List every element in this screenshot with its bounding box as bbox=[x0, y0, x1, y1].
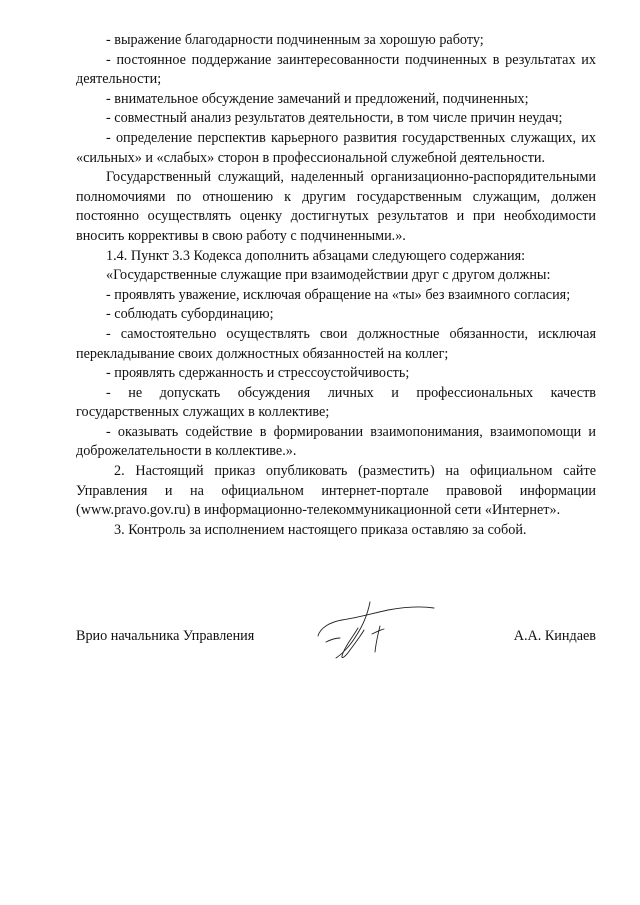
signatory-name: А.А. Киндаев bbox=[513, 628, 596, 644]
paragraph-interaction-intro: «Государственные служащие при взаимодействии друг с другом должны: bbox=[106, 267, 551, 284]
paragraph-career-prospects: - определение перспектив карьерного развития государственных служащих, их «сильных» и «слабых» сторон в профессиональной служебной деятельности. bbox=[76, 129, 596, 166]
paragraph-discussion: - внимательное обсуждение замечаний и предложений, подчиненных; bbox=[106, 90, 529, 107]
paragraph-analysis: - совместный анализ результатов деятельности, в том числе причин неудач; bbox=[106, 110, 563, 127]
paragraph-own-duties: - самостоятельно осуществлять свои должностные обязанности, исключая перекладывание своих должностных обязанностей на коллег; bbox=[76, 325, 596, 362]
paragraph-no-gossip: - не допускать обсуждения личных и профессиональных качеств государственных служащих в коллективе; bbox=[76, 384, 596, 421]
handwritten-signature bbox=[312, 598, 442, 664]
paragraph-clause-1-4: 1.4. Пункт 3.3 Кодекса дополнить абзацами следующего содержания: bbox=[106, 247, 526, 264]
signatory-position: Врио начальника Управления bbox=[76, 628, 255, 644]
paragraph-gratitude: - выражение благодарности подчиненным за хорошую работу; bbox=[106, 32, 484, 48]
paragraph-respect: - проявлять уважение, исключая обращение на «ты» без взаимного согласия; bbox=[106, 286, 571, 303]
paragraph-manager-assessment: Государственный служащий, наделенный организационно-распорядительными полномочиями по отношению к другим государственным служащим, должен постоянно осуществлять оценку достигнутых результатов и при необходимости вносить коррективы в свою работу с подчиненными.». bbox=[76, 169, 596, 244]
paragraph-subordination: - соблюдать субординацию; bbox=[106, 306, 274, 323]
paragraph-control: 3. Контроль за исполнением настоящего приказа оставляю за собой. bbox=[114, 521, 527, 538]
paragraph-interest: - постоянное поддержание заинтересованности подчиненных в результатах их деятельности; bbox=[76, 51, 596, 88]
paragraph-publication: 2. Настоящий приказ опубликовать (разместить) на официальном сайте Управления и на официальном интернет-портале правовой информации (www.pravo.gov.ru) в информационно-телекоммуникационной сети «Интернет». bbox=[76, 463, 596, 519]
paragraph-restraint: - проявлять сдержанность и стрессоустойчивость; bbox=[106, 365, 410, 382]
document-body bbox=[76, 31, 596, 540]
paragraph-mutual-help: - оказывать содействие в формировании взаимопонимания, взаимопомощи и доброжелательности в коллективе.». bbox=[76, 423, 596, 460]
